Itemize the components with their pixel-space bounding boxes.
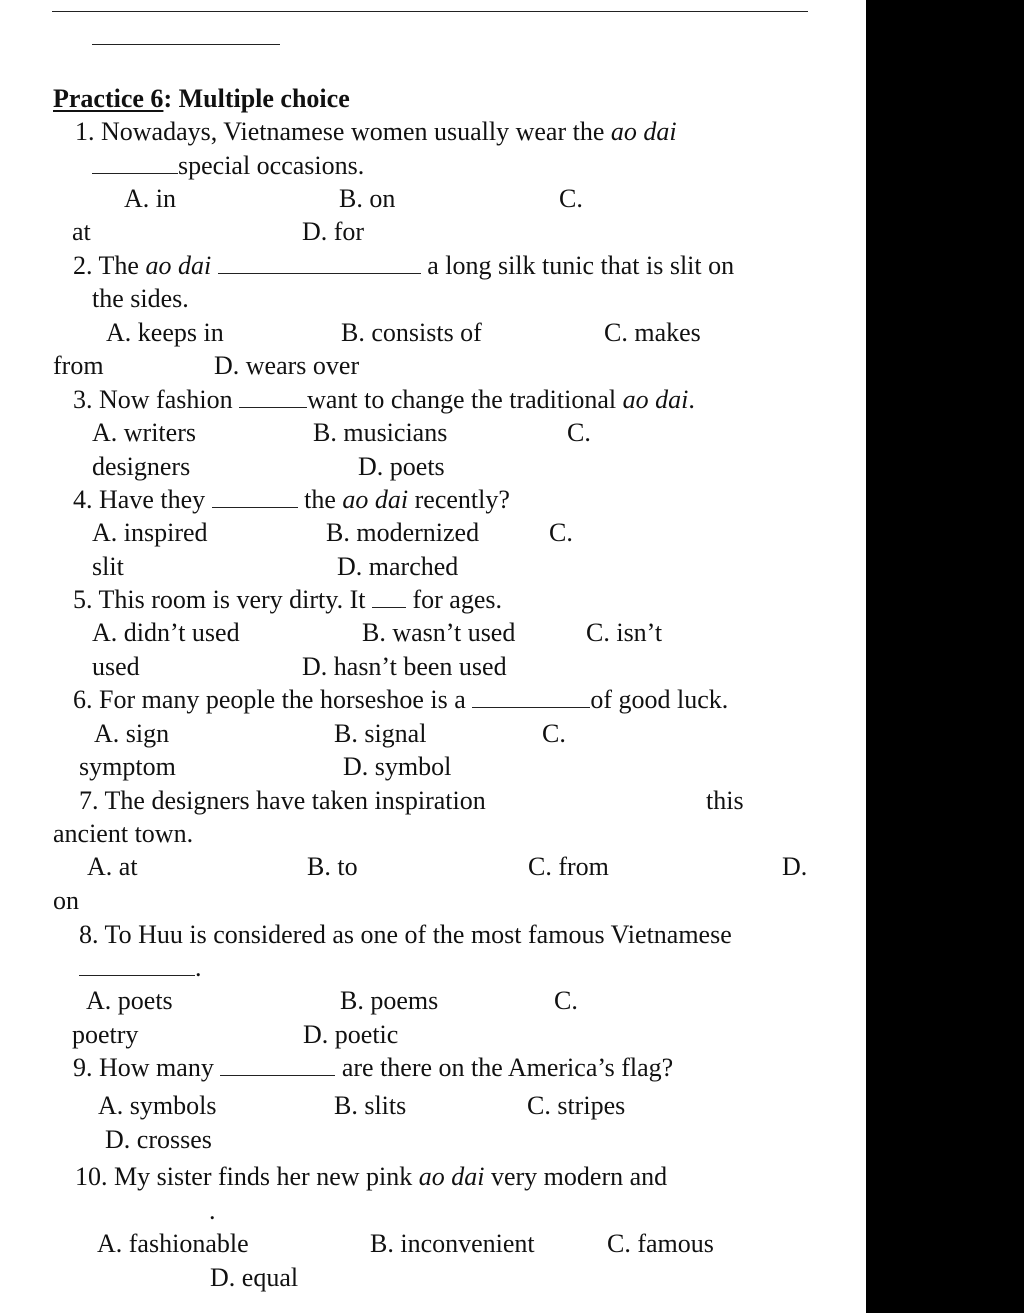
question-text: Now fashion: [99, 385, 240, 414]
q9-option-a[interactable]: A. symbols: [98, 1091, 217, 1120]
question-text: My sister finds her new pink: [114, 1162, 419, 1191]
question-2-line-1: [73, 251, 734, 281]
q5-option-c[interactable]: C. isn’t: [586, 618, 663, 647]
question-7-line-1-end: this: [706, 786, 744, 815]
q6-option-b[interactable]: B. signal: [334, 719, 427, 748]
answer-blank: [218, 253, 421, 274]
question-number: 4.: [73, 485, 93, 514]
q5-option-b[interactable]: B. wasn’t used: [362, 618, 516, 647]
question-3-line-1: [73, 385, 695, 415]
question-text: The designers have taken inspiration: [104, 786, 486, 815]
question-7-line-1: [79, 786, 486, 816]
question-number: 6.: [73, 685, 93, 714]
question-text: Nowadays, Vietnamese women usually wear the: [101, 117, 611, 146]
q4-option-c[interactable]: C.: [549, 518, 573, 547]
question-text: special occasions.: [178, 151, 365, 180]
answer-blank: [239, 387, 307, 408]
question-7-line-2: ancient town.: [53, 819, 194, 848]
question-number: 5.: [73, 585, 93, 614]
heading-rest: : Multiple choice: [163, 84, 350, 113]
question-10-line-2: .: [209, 1196, 216, 1225]
q3-option-a[interactable]: A. writers: [92, 418, 196, 447]
question-1-line-1: [75, 117, 677, 147]
question-text: for ages.: [405, 585, 502, 614]
q2-option-c[interactable]: C. makes: [604, 318, 701, 347]
q10-option-a[interactable]: A. fashionable: [97, 1229, 249, 1258]
question-text: To Huu is considered as one of the most famous Vietnamese: [104, 920, 732, 949]
answer-blank: [372, 587, 406, 608]
q3-option-b[interactable]: B. musicians: [313, 418, 448, 447]
question-text: of good luck.: [590, 685, 729, 714]
q7-option-a[interactable]: A. at: [87, 852, 138, 881]
question-number: 3.: [73, 385, 93, 414]
question-2-line-2: the sides.: [92, 284, 189, 313]
q1-option-b[interactable]: B. on: [339, 184, 396, 213]
q8-option-a[interactable]: A. poets: [86, 986, 173, 1015]
right-black-margin: [866, 0, 1024, 1313]
question-number: 10.: [75, 1162, 108, 1191]
q3-option-c[interactable]: C.: [567, 418, 591, 447]
question-italic: ao dai: [342, 485, 409, 514]
question-text: This room is very dirty. It: [98, 585, 372, 614]
question-text: The: [98, 251, 146, 280]
q5-option-d[interactable]: D. hasn’t been used: [302, 652, 507, 681]
answer-blank: [79, 955, 195, 976]
question-number: 7.: [79, 786, 99, 815]
q10-option-d[interactable]: D. equal: [210, 1263, 299, 1292]
question-text: recently?: [408, 485, 510, 514]
q10-option-c[interactable]: C. famous: [607, 1229, 714, 1258]
question-number: 8.: [79, 920, 99, 949]
question-text: How many: [99, 1053, 221, 1082]
q1-option-c[interactable]: C.: [559, 184, 583, 213]
question-text: are there on the America’s flag?: [335, 1053, 674, 1082]
q4-option-b[interactable]: B. modernized: [326, 518, 480, 547]
question-italic: ao dai: [622, 385, 689, 414]
question-number: 9.: [73, 1053, 93, 1082]
q6-option-d[interactable]: D. symbol: [343, 752, 452, 781]
question-6-line-1: [73, 685, 728, 715]
question-text: very modern and: [484, 1162, 668, 1191]
q4-option-d[interactable]: D. marched: [337, 552, 459, 581]
q3-option-c-wrap: designers: [92, 452, 191, 481]
q8-option-c[interactable]: C.: [554, 986, 578, 1015]
q8-option-d[interactable]: D. poetic: [303, 1020, 399, 1049]
answer-blank: [472, 687, 590, 708]
question-text: For many people the horseshoe is a: [99, 685, 473, 714]
q6-option-a[interactable]: A. sign: [94, 719, 170, 748]
question-text: a long silk tunic that is slit on: [420, 251, 735, 280]
answer-blank: [92, 153, 178, 174]
q4-option-a[interactable]: A. inspired: [92, 518, 208, 547]
q4-option-c-wrap: slit: [92, 552, 124, 581]
question-1-line-2: [92, 151, 364, 181]
question-text: .: [688, 385, 695, 414]
question-9-line-1: [73, 1053, 673, 1083]
question-italic: ao dai: [418, 1162, 485, 1191]
q7-option-b[interactable]: B. to: [307, 852, 358, 881]
question-8-line-1: [79, 920, 732, 950]
q1-option-c-wrap: at: [72, 217, 91, 246]
q2-option-b[interactable]: B. consists of: [341, 318, 482, 347]
question-number: 2.: [73, 251, 93, 280]
q7-option-d[interactable]: D.: [782, 852, 808, 881]
q10-option-b[interactable]: B. inconvenient: [370, 1229, 535, 1258]
q2-option-c-wrap: from: [53, 351, 104, 380]
q8-option-b[interactable]: B. poems: [340, 986, 439, 1015]
heading-underlined: Practice 6: [53, 84, 164, 113]
question-5-line-1: [73, 585, 502, 615]
q6-option-c[interactable]: C.: [542, 719, 566, 748]
top-rule: [52, 11, 808, 12]
short-rule: [92, 44, 280, 45]
question-number: 1.: [75, 117, 95, 146]
question-8-line-2: [79, 953, 202, 983]
q9-option-c[interactable]: C. stripes: [527, 1091, 626, 1120]
question-4-line-1: [73, 485, 510, 515]
q9-option-d[interactable]: D. crosses: [105, 1125, 212, 1154]
q2-option-a[interactable]: A. keeps in: [106, 318, 224, 347]
question-italic: ao dai: [610, 117, 677, 146]
answer-blank: [220, 1055, 335, 1076]
q5-option-c-wrap: used: [92, 652, 140, 681]
question-text: want to change the traditional: [307, 385, 623, 414]
q9-option-b[interactable]: B. slits: [334, 1091, 407, 1120]
q7-option-c[interactable]: C. from: [528, 852, 609, 881]
answer-blank: [212, 487, 298, 508]
question-10-line-1: [75, 1162, 667, 1192]
q6-option-c-wrap: symptom: [79, 752, 176, 781]
q1-option-d[interactable]: D. for: [302, 217, 365, 246]
q5-option-a[interactable]: A. didn’t used: [92, 618, 240, 647]
q7-option-d-wrap: on: [53, 886, 79, 915]
q2-option-d[interactable]: D. wears over: [214, 351, 360, 380]
section-heading: [53, 84, 350, 114]
question-text: .: [195, 953, 202, 982]
q8-option-c-wrap: poetry: [72, 1020, 139, 1049]
question-italic: ao dai: [145, 251, 212, 280]
q3-option-d[interactable]: D. poets: [358, 452, 445, 481]
question-text: the: [297, 485, 343, 514]
q1-option-a[interactable]: A. in: [124, 184, 176, 213]
question-text: Have they: [99, 485, 212, 514]
